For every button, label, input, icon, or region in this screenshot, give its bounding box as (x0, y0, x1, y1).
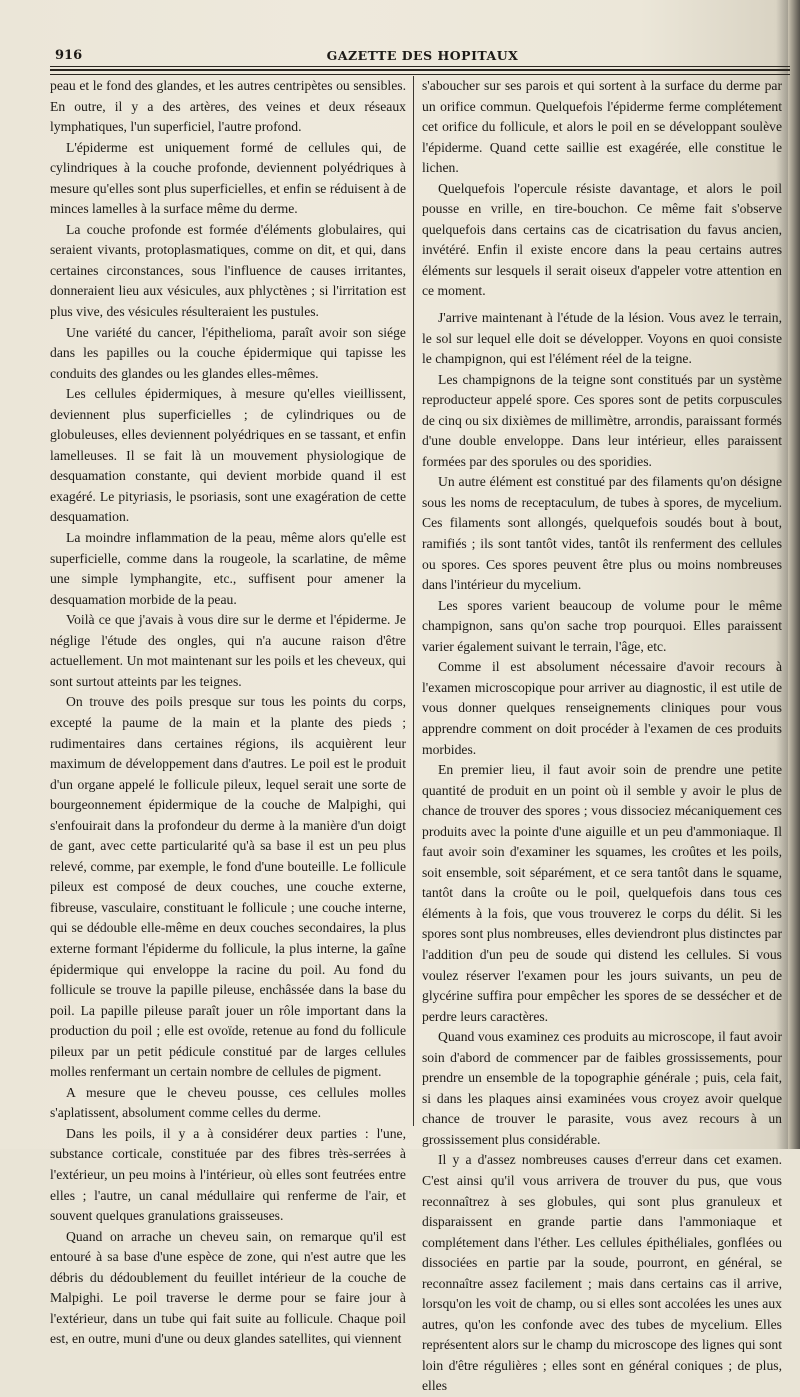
header-rule-bottom (50, 74, 790, 75)
running-title: GAZETTE DES HOPITAUX (326, 48, 519, 63)
paragraph: peau et le fond des glandes, et les autres centripètes ou sensibles. En outre, il y a des artères, des veines et deux réseaux lymphatiques, l'un superficiel, l'autre profond. (50, 78, 406, 135)
paragraph: Les spores varient beaucoup de volume pour le même champignon, sans qu'on sache trop pourquoi. Elles paraissent varier également suivant le terrain, l'âge, etc. (422, 597, 782, 654)
paragraph: On trouve des poils presque sur tous les points du corps, excepté la paume de la main et la plante des pieds ; rudimentaires dans certaines régions, ils acquièrent leur maximum de développement dans d'autres. Le poil est le produit d'un organe appelé le follicule pileux, lequel serait une sorte de bourgeonnement épidermique de la couche de Malpighi, qui s'enfouirait dans la profondeur du derme à la manière d'un doigt de gant, avec cette particularité qu'à sa base il est un peu plus relevé, comme, par exemple, le fond d'une bouteille. Le follicule pileux est composé de deux couches, une couche externe, fibreuse, vasculaire, constituant le follicule ; une couche interne, qui se dédouble elle-même en deux couches secondaires, la plus externe formant l'épiderme du follicule, la plus interne, la gaîne épidermique qui enveloppe la racine du poil. Au fond du follicule se trouve la papille pileuse, enchâssée dans la base du poil. La papille pileuse paraît jouer un rôle important dans la production du poil ; elle est ovoïde, retenue au fond du follicule pileux par un petit pédicule constitué par de larges cellules molles renfermant un certain nombre de cellules de pigment. (50, 694, 406, 1080)
paragraph: En premier lieu, il faut avoir soin de prendre une petite quantité de produit en un point où il semble y avoir le plus de chance de trouver des spores ; vous dissociez mécaniquement ces produits avec la pointe d'une aiguille et un peu d'ammoniaque. Il faut avoir soin d'examiner les squames, les croûtes et les poils, soit ensemble, soit séparément, et ce sera tantôt dans le squame, tantôt dans la croûte ou le poil, quelquefois dans tous ces éléments à la fois, que vous trouverez le corps du délit. Si les spores sont plus nombreuses, elles deviendront plus distinctes par l'addition d'un peu de soude qui distend les cellules. Si vous voulez réserver l'examen pour les jours suivants, un peu de glycérine suffira pour empêcher les spores de se dessécher et de perdre leurs caractères. (422, 762, 782, 1024)
left-column (50, 76, 406, 1350)
paragraph: Une variété du cancer, l'épithelioma, paraît avoir son siége dans les papilles ou la couche épidermique qui tapisse les conduits des glandes ou les glandes elles-mêmes. (50, 324, 406, 381)
paragraph: A mesure que le cheveu pousse, ces cellules molles s'aplatissent, absolument comme celles du derme. (50, 1084, 406, 1121)
paragraph: Quelquefois l'opercule résiste davantage, et alors le poil pousse en vrille, en tire-bouchon. Ce même fait s'observe quelquefois dans certains cas de cicatrisation du favus ancien, invétéré. Enfin il existe encore dans la peau certains autres éléments sur lesquels il serait oiseux d'appeler votre attention en ce moment. (422, 180, 782, 299)
paragraph: L'épiderme est uniquement formé de cellules qui, de cylindriques à la couche profonde, deviennent polyédriques à mesure qu'elles sont plus superficielles, et enfin se réduisent à de minces lamelles à la surface même du derme. (50, 139, 406, 217)
header-rule-thick (50, 69, 790, 71)
paragraph: Quand on arrache un cheveu sain, on remarque qu'il est entouré à sa base d'une espèce de zone, qui n'est autre que les débris du dédoublement du feuillet intérieur de la couche de Malpighi. Le poil traverse le derme pour se faire jour à l'extérieur, dans un tube qui fait suite au follicule. Chaque poil est, en outre, muni d'une ou deux glandes satellites, qui viennent (50, 1228, 406, 1347)
column-divider (413, 76, 414, 1126)
header-rule-top (50, 66, 790, 67)
paragraph: Un autre élément est constitué par des filaments qu'on désigne sous les noms de receptaculum, de tubes à spores, de mycelium. Ces filaments sont allongés, quelquefois soudés bout à bout, ramifiés ; ils sont tantôt vides, tantôt ils renferment des cellules ou spores. Ces spores peuvent être plus ou moins nombreuses dans l'intérieur du mycelium. (422, 474, 782, 593)
paragraph: Il y a d'assez nombreuses causes d'erreur dans cet examen. C'est ainsi qu'il vous arrivera de trouver du pus, que vous reconnaîtrez à ses globules, qui sont plus granuleux et disparaissent en grande partie dans l'ammoniaque et complétement dans l'éther. Les cellules épithéliales, gonflées ou dissociées en partie par la soude, pourront, en général, se reconnaître assez facilement ; mais dans certains cas il arrive, lorsqu'on les voit de champ, ou si elles sont accolées les unes aux autres, qu'on les confonde avec des tubes de mycelium. Elles représentent alors sur le champ du microscope des lignes qui sont loin d'être régulières ; elles sont en général coniques ; de plus, elles (422, 1152, 782, 1394)
paragraph: Voilà ce que j'avais à vous dire sur le derme et l'épiderme. Je néglige l'étude des ongles, qui n'a aucune raison d'être actuellement. Un mot maintenant sur les poils et les cheveux, qui sont surtout atteints par les teignes. (50, 612, 406, 689)
paragraph: Dans les poils, il y a à considérer deux parties : l'une, substance corticale, constituée par des fibres très-serrées à l'extérieur, un peu moins à l'intérieur, où elles sont feutrées entre elles ; l'autre, un canal médullaire qui renferme de l'air, et souvent quelques granulations graisseuses. (50, 1125, 406, 1224)
paragraph: Quand vous examinez ces produits au microscope, il faut avoir soin d'abord de commencer par de faibles grossissements, pour prendre un ensemble de la topographie générale ; puis, cela fait, si dans les plaques ainsi examinées vous croyez avoir quelque chance de trouver le parasite, vous avez recours à un grossissement plus considérable. (422, 1029, 782, 1147)
paragraph: s'aboucher sur ses parois et qui sortent à la surface du derme par un orifice commun. Quelquefois l'épiderme ferme complétement cet orifice du follicule, et alors le poil en se développant soulève l'épiderme. Quand cette saillie est exagérée, elle constitue le lichen. (422, 78, 782, 176)
paragraph: J'arrive maintenant à l'étude de la lésion. Vous avez le terrain, le sol sur lequel elle doit se développer. Voyons en quoi consiste le champignon, qui est l'élément réel de la teigne. (422, 310, 782, 367)
paragraph: Les cellules épidermiques, à mesure qu'elles vieillissent, deviennent plus superficielles ; de cylindriques ou de globuleuses, elles deviennent polyédriques en se tassant, et enfin lamelleuses. Il se fait là un mouvement physiologique de desquamation constante, qui devient morbide quand il est exagéré. Le pityriasis, le psoriasis, sont une exagération de cette desquamation. (50, 386, 406, 525)
paragraph: La moindre inflammation de la peau, même alors qu'elle est superficielle, comme dans la rougeole, la scarlatine, de même une simple lymphangite, etc., suffisent pour amener la desquamation morbide de la peau. (50, 530, 406, 607)
paragraph: La couche profonde est formée d'éléments globulaires, qui seraient vivants, protoplasmatiques, comme on dit, et qui, dans certaines circonstances, sous l'influence de causes irritantes, donneraient lieu aux vésicules, aux phlyctènes ; si l'irritation est plus vive, des vésicules résulteraient les pustules. (50, 221, 406, 320)
paragraph: Les champignons de la teigne sont constitués par un système reproducteur appelé spore. Ces spores sont de petits corpuscules de cinq ou six dixièmes de millimètre, arrondis, paraissant formés d'une double enveloppe. Dans leur intérieur, elles paraissent formées par des sporules ou des sporidies. (422, 371, 782, 469)
right-column (422, 76, 782, 1397)
page-edge-shadow (788, 0, 800, 1149)
paragraph: Comme il est absolument nécessaire d'avoir recours à l'examen microscopique pour arriver au diagnostic, il est utile de vous donner quelques renseignements cliniques pour vous apprendre comment on doit procéder à l'examen de ces produits morbides. (422, 659, 782, 757)
page-number: 916 (55, 48, 83, 63)
page-header (55, 44, 790, 66)
